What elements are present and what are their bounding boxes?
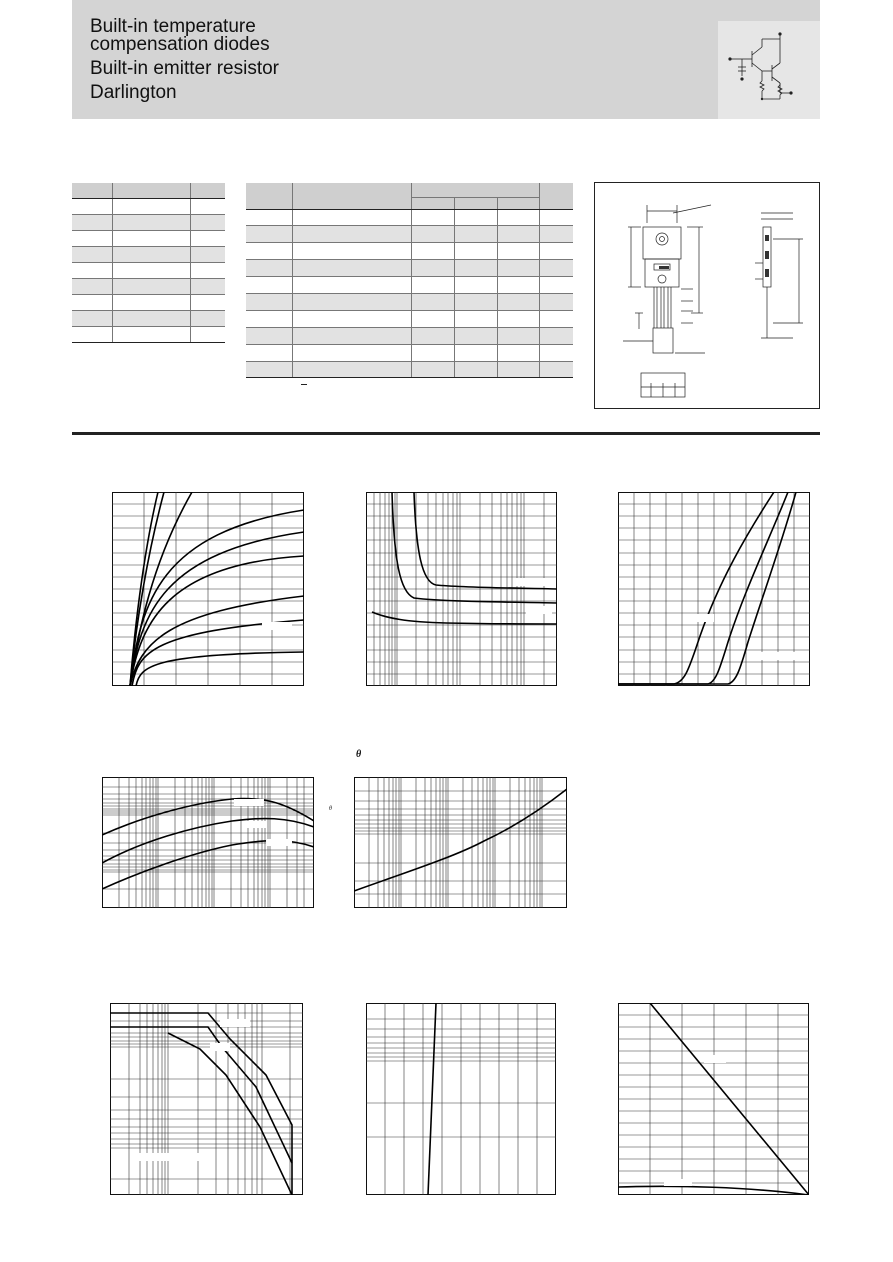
theta-symbol: θ xyxy=(356,749,362,760)
darlington-circuit-icon xyxy=(718,21,820,119)
header-band xyxy=(72,0,820,119)
section-divider xyxy=(72,432,820,435)
power-derating-plot xyxy=(618,1003,809,1195)
hfe-vs-ic-plot xyxy=(366,492,557,686)
ic-vs-vbe-plot xyxy=(618,492,810,686)
ft-vs-ic-plot xyxy=(102,777,314,908)
graph-row3-col1 xyxy=(110,1003,303,1195)
feature-line-1: Built-in temperature xyxy=(90,16,256,37)
graph-row1-col3 xyxy=(618,492,810,686)
graph-row2-col2 xyxy=(354,777,567,908)
feature-line-4: Darlington xyxy=(90,82,177,103)
graph-row3-col3 xyxy=(618,1003,809,1195)
ratings-table xyxy=(72,183,225,343)
circuit-diagram-panel xyxy=(718,21,820,119)
to3p-package-outline-icon xyxy=(595,183,819,408)
feature-list xyxy=(90,16,279,104)
feature-line-2: compensation diodes xyxy=(90,34,270,55)
graph-row2-col1 xyxy=(102,777,314,908)
theta-axis-symbol: θ xyxy=(329,806,332,812)
transient-thermal-resistance-plot xyxy=(354,777,567,908)
safe-operating-area-plot xyxy=(110,1003,303,1195)
graph-row1-col2 xyxy=(366,492,557,686)
graph-row3-col2 xyxy=(366,1003,556,1195)
output-characteristics-plot xyxy=(112,492,304,686)
electrical-characteristics-table xyxy=(246,183,573,378)
graph-row1-col1 xyxy=(112,492,304,686)
table-footnote-mark xyxy=(301,384,307,385)
reverse-bias-soa-plot xyxy=(366,1003,556,1195)
feature-line-3: Built-in emitter resistor xyxy=(90,58,279,79)
package-outline-panel xyxy=(594,182,820,409)
